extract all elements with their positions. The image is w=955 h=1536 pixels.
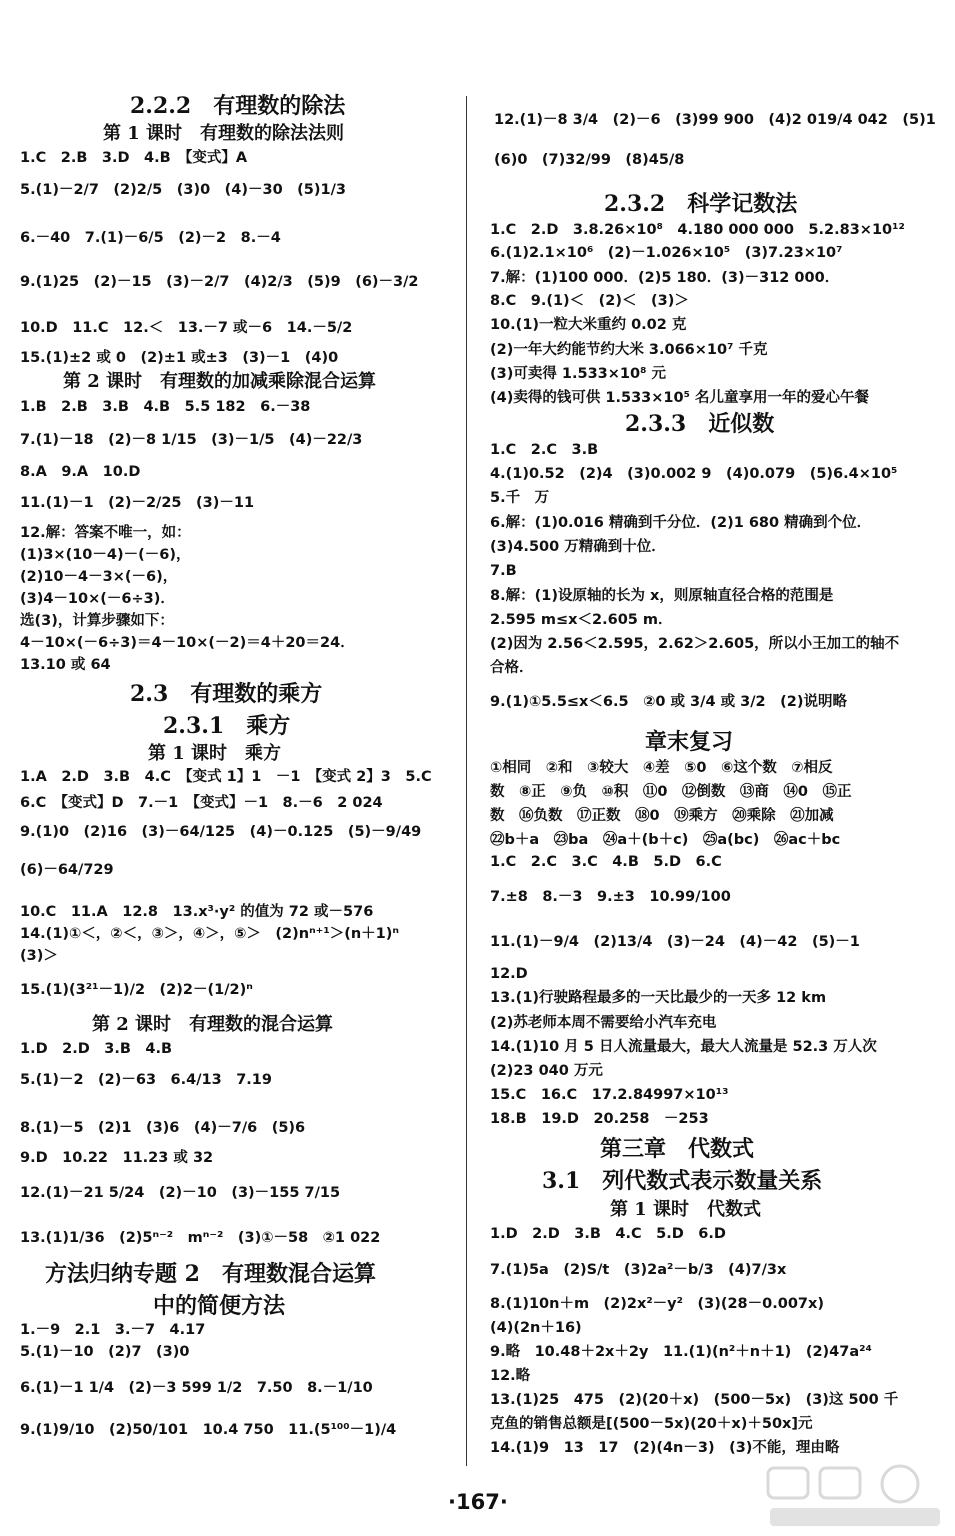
- answer-line: 7.(1)－18 (2)－8 1/15 (3)－1/5 (4)－22/3: [20, 432, 363, 448]
- answer-line: (3)可卖得 1.533×10⁸ 元: [490, 366, 666, 382]
- answer-line: 合格．: [490, 660, 534, 676]
- answer-line: 数 ⑧正 ⑨负 ⑩积 ⑪0 ⑫倒数 ⑬商 ⑭0 ⑮正: [490, 784, 852, 800]
- answer-line: (3)＞: [20, 948, 58, 964]
- answer-line: (3)4.500 万精确到十位．: [490, 539, 666, 555]
- answer-line: 数 ⑯负数 ⑰正数 ⑱0 ⑲乘方 ⑳乘除 ㉑加减: [490, 808, 834, 824]
- section-heading: 2.3.3 近似数: [625, 411, 775, 437]
- column-divider: [466, 96, 467, 1466]
- answer-line: 13.(1)25 475 (2)(20＋x) (500－5x) (3)这 500 千: [490, 1392, 899, 1408]
- answer-line: (6)0 (7)32/99 (8)45/8: [494, 152, 685, 168]
- answer-line: 5.千 万: [490, 490, 550, 506]
- answer-line: 9.(1)0 (2)16 (3)－64/125 (4)－0.125 (5)－9/49: [20, 824, 422, 840]
- answer-line: 选(3)，计算步骤如下：: [20, 613, 174, 629]
- answer-line: 13.(1)行驶路程最多的一天比最少的一天多 12 km: [490, 990, 827, 1006]
- answer-line: 1.－9 2.1 3.－7 4.17: [20, 1322, 206, 1338]
- answer-line: 1.A 2.D 3.B 4.C 【变式 1】1 －1 【变式 2】3 5.C: [20, 769, 432, 785]
- answer-line: 10.D 11.C 12.＜ 13.－7 或－6 14.－5/2: [20, 320, 353, 336]
- answer-line: (2)一年大约能节约大米 3.066×10⁷ 千克: [490, 342, 768, 358]
- section-heading: 第 2 课时 有理数的加减乘除混合运算: [63, 371, 377, 392]
- section-heading: 方法归纳专题 2 有理数混合运算: [45, 1261, 376, 1287]
- answer-line: 12.(1)－8 3/4 (2)－6 (3)99 900 (4)2 019/4 042 (5)1: [494, 112, 936, 128]
- answer-line: (4)(2n＋16): [490, 1320, 582, 1336]
- answer-line: 10.C 11.A 12.8 13.x³·y² 的值为 72 或－576: [20, 904, 374, 920]
- answer-line: 4－10×(－6÷3)＝4－10×(－2)＝4＋20＝24．: [20, 635, 355, 651]
- answer-line: 1.D 2.D 3.B 4.B: [20, 1041, 173, 1057]
- answer-line: 9.(1)①5.5≤x＜6.5 ②0 或 3/4 或 3/2 (2)说明略: [490, 694, 847, 710]
- answer-line: (3)4－10×(－6÷3)．: [20, 591, 175, 607]
- answer-line: 15.(1)±2 或 0 (2)±1 或±3 (3)－1 (4)0: [20, 350, 339, 366]
- answer-line: (6)－64/729: [20, 862, 114, 878]
- answer-line: 10.(1)一粒大米重约 0.02 克: [490, 317, 687, 333]
- answer-line: 15.(1)(3²¹－1)/2 (2)2－(1/2)ⁿ: [20, 982, 253, 998]
- section-heading: 2.3 有理数的乘方: [130, 681, 323, 707]
- answer-line: 8.(1)10n＋m (2)2x²－y² (3)(28－0.007x): [490, 1296, 824, 1312]
- answer-line: 9.略 10.48＋2x＋2y 11.(1)(n²＋n＋1) (2)47a²⁴: [490, 1344, 872, 1360]
- answer-line: 14.(1)9 13 17 (2)(4n－3) (3)不能，理由略: [490, 1440, 840, 1456]
- answer-line: 9.D 10.22 11.23 或 32: [20, 1150, 214, 1166]
- section-heading: 2.2.2 有理数的除法: [130, 93, 346, 119]
- answer-line: 14.(1)①＜，②＜，③＞，④＞，⑤＞ (2)nⁿ⁺¹＞(n＋1)ⁿ: [20, 926, 399, 942]
- answer-line: (2)23 040 万元: [490, 1063, 603, 1079]
- section-heading: 中的简便方法: [153, 1293, 286, 1319]
- watermark-logo-icon: [760, 1462, 950, 1532]
- answer-line: 8.C 9.(1)＜ (2)＜ (3)＞: [490, 293, 689, 309]
- answer-line: 5.(1)－10 (2)7 (3)0: [20, 1344, 190, 1360]
- answer-line: 8.(1)－5 (2)1 (3)6 (4)－7/6 (5)6: [20, 1120, 306, 1136]
- section-heading: 章末复习: [645, 729, 734, 755]
- section-heading: 第三章 代数式: [600, 1136, 755, 1162]
- answer-line: 13.10 或 64: [20, 657, 111, 673]
- answer-line: 13.(1)1/36 (2)5ⁿ⁻² mⁿ⁻² (3)①－58 ②1 022: [20, 1230, 381, 1246]
- answer-line: 6.－40 7.(1)－6/5 (2)－2 8.－4: [20, 230, 281, 246]
- answer-line: (4)卖得的钱可供 1.533×10⁵ 名儿童享用一年的爱心午餐: [490, 390, 869, 406]
- answer-line: 12.D: [490, 966, 528, 982]
- answer-line: 7.解：(1)100 000．(2)5 180．(3)－312 000．: [490, 270, 840, 286]
- answer-line: 1.C 2.C 3.B: [490, 442, 599, 458]
- answer-line: 7.(1)5a (2)S/t (3)2a²－b/3 (4)7/3x: [490, 1262, 787, 1278]
- answer-line: 1.B 2.B 3.B 4.B 5.5 182 6.－38: [20, 399, 311, 415]
- answer-line: 7.±8 8.－3 9.±3 10.99/100: [490, 889, 731, 905]
- answer-line: 4.(1)0.52 (2)4 (3)0.002 9 (4)0.079 (5)6.4×10⁵: [490, 466, 898, 482]
- answer-line: 1.D 2.D 3.B 4.C 5.D 6.D: [490, 1226, 726, 1242]
- answer-line: 6.C 【变式】D 7.－1 【变式】－1 8.－6 2 024: [20, 795, 383, 811]
- answer-line: 7.B: [490, 563, 517, 579]
- answer-line: (2)因为 2.56＜2.595，2.62＞2.605，所以小王加工的轴不: [490, 636, 900, 652]
- answer-line: (2)10－4－3×(－6)，: [20, 569, 178, 585]
- answer-line: 2.595 m≤x＜2.605 m．: [490, 612, 673, 628]
- answer-line: 12.(1)－21 5/24 (2)－10 (3)－155 7/15: [20, 1185, 341, 1201]
- answer-line: 6.(1)－1 1/4 (2)－3 599 1/2 7.50 8.－1/10: [20, 1380, 373, 1396]
- answer-line: 5.(1)－2/7 (2)2/5 (3)0 (4)－30 (5)1/3: [20, 182, 347, 198]
- section-heading: 2.3.1 乘方: [163, 713, 291, 739]
- answer-line: 11.(1)－1 (2)－2/25 (3)－11: [20, 495, 255, 511]
- section-heading: 第 1 课时 代数式: [610, 1199, 762, 1220]
- page-number: ·167·: [448, 1490, 508, 1514]
- answer-line: 1.C 2.B 3.D 4.B 【变式】A: [20, 150, 248, 166]
- section-heading: 第 1 课时 乘方: [148, 743, 282, 764]
- section-heading: 第 1 课时 有理数的除法法则: [103, 123, 345, 144]
- answer-line: ①相同 ②和 ③较大 ④差 ⑤0 ⑥这个数 ⑦相反: [490, 760, 833, 776]
- answer-line: 6.(1)2.1×10⁶ (2)－1.026×10⁵ (3)7.23×10⁷: [490, 245, 843, 261]
- answer-line: 6.解：(1)0.016 精确到千分位．(2)1 680 精确到个位．: [490, 515, 872, 531]
- answer-line: (1)3×(10－4)－(－6)，: [20, 547, 191, 563]
- answer-line: 9.(1)25 (2)－15 (3)－2/7 (4)2/3 (5)9 (6)－3/2: [20, 274, 419, 290]
- answer-line: 11.(1)－9/4 (2)13/4 (3)－24 (4)－42 (5)－1: [490, 934, 860, 950]
- section-heading: 第 2 课时 有理数的混合运算: [92, 1014, 334, 1035]
- section-heading: 2.3.2 科学记数法: [604, 191, 798, 217]
- answer-line: 14.(1)10 月 5 日人流量最大，最大人流量是 52.3 万人次: [490, 1039, 877, 1055]
- answer-line: 15.C 16.C 17.2.84997×10¹³: [490, 1087, 729, 1103]
- answer-line: 8.解：(1)设原轴的长为 x，则原轴直径合格的范围是: [490, 588, 834, 604]
- answer-line: 1.C 2.C 3.C 4.B 5.D 6.C: [490, 854, 722, 870]
- answer-line: 5.(1)－2 (2)－63 6.4/13 7.19: [20, 1072, 272, 1088]
- answer-line: 1.C 2.D 3.8.26×10⁸ 4.180 000 000 5.2.83×10¹²: [490, 222, 905, 238]
- answer-line: 12.解：答案不唯一，如：: [20, 525, 191, 541]
- answer-line: 12.略: [490, 1368, 531, 1384]
- section-heading: 3.1 列代数式表示数量关系: [542, 1168, 823, 1194]
- answer-line: 8.A 9.A 10.D: [20, 464, 141, 480]
- answer-line: ㉒b＋a ㉓ba ㉔a＋(b＋c) ㉕a(bc) ㉖ac＋bc: [490, 832, 841, 848]
- answer-line: (2)苏老师本周不需要给小汽车充电: [490, 1015, 717, 1031]
- answer-line: 克鱼的销售总额是[(500－5x)(20＋x)＋50x]元: [490, 1416, 813, 1432]
- answer-line: 9.(1)9/10 (2)50/101 10.4 750 11.(5¹⁰⁰－1)/4: [20, 1422, 397, 1438]
- answer-line: 18.B 19.D 20.258 －253: [490, 1111, 709, 1127]
